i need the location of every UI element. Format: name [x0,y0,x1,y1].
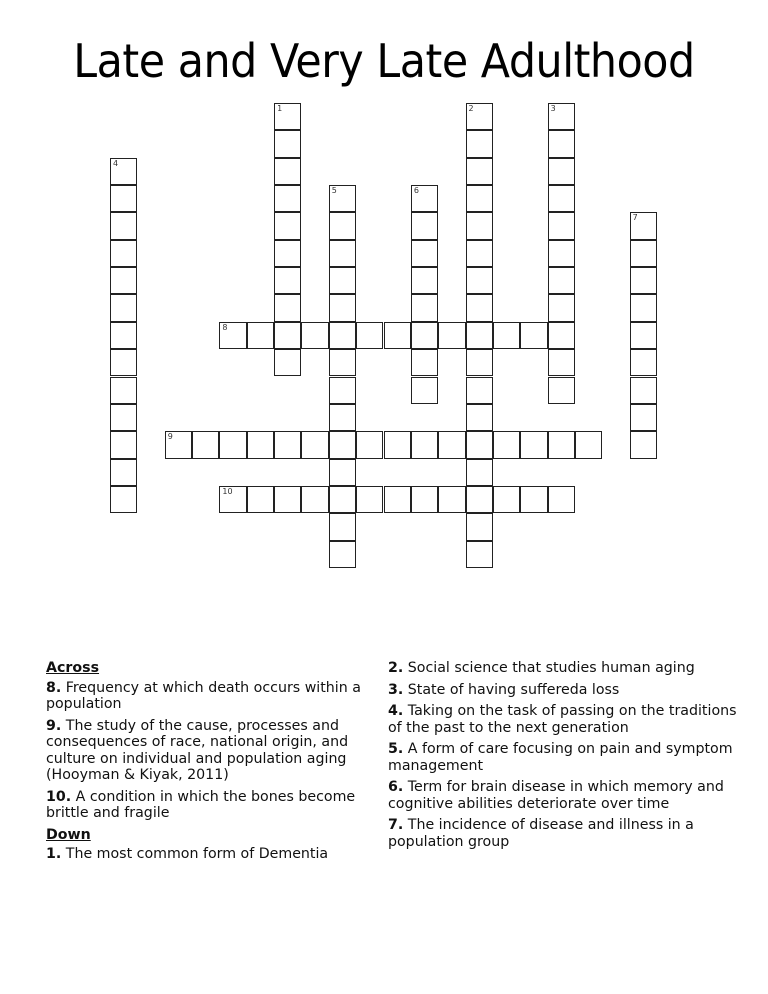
grid-cell[interactable] [466,212,493,239]
grid-cell[interactable] [110,212,137,239]
grid-cell[interactable] [630,294,657,321]
grid-cell[interactable] [301,486,328,513]
grid-cell[interactable] [548,294,575,321]
grid-cell[interactable] [575,431,602,458]
grid-cell[interactable] [219,431,246,458]
grid-cell[interactable] [466,322,493,349]
clue-number: 5 [331,186,337,196]
grid-cell[interactable] [356,486,383,513]
grid-cell[interactable] [411,377,438,404]
grid-cell[interactable] [329,267,356,294]
grid-cell[interactable] [110,377,137,404]
grid-cell[interactable] [466,459,493,486]
grid-cell[interactable] [548,431,575,458]
grid-cell[interactable] [466,294,493,321]
grid-cell[interactable] [356,431,383,458]
grid-cell[interactable] [411,267,438,294]
clue-down-2: 2. Social science that studies human aging [388,660,695,676]
grid-cell[interactable] [630,212,657,239]
grid-cell[interactable] [548,267,575,294]
grid-cell[interactable] [247,431,274,458]
grid-cell[interactable] [630,404,657,431]
grid-cell[interactable] [466,377,493,404]
grid-cell[interactable] [110,158,137,185]
grid-cell[interactable] [438,322,465,349]
grid-cell[interactable] [466,486,493,513]
grid-cell[interactable] [466,513,493,540]
grid-cell[interactable] [630,240,657,267]
clue-number: 6 [413,186,419,196]
grid-cell[interactable] [274,158,301,185]
grid-cell[interactable] [466,103,493,130]
clue-number: 9 [167,432,173,442]
grid-cell[interactable] [411,349,438,376]
grid-cell[interactable] [110,486,137,513]
grid-cell[interactable] [274,294,301,321]
grid-cell[interactable] [110,185,137,212]
grid-cell[interactable] [466,158,493,185]
grid-cell[interactable] [466,431,493,458]
grid-cell[interactable] [630,322,657,349]
clue-number: 10 [222,486,233,496]
across-heading: Across [46,660,100,676]
clue-down-7: 7. The incidence of disease and illness in a population group [388,817,694,850]
grid-cell[interactable] [110,431,137,458]
clue-down-4: 4. Taking on the task of passing on the traditions of the past to the next generation [388,703,737,736]
grid-cell[interactable] [274,322,301,349]
grid-cell[interactable] [274,349,301,376]
grid-cell[interactable] [219,322,246,349]
clues-right-column [388,660,748,855]
grid-cell[interactable] [466,240,493,267]
grid-cell[interactable] [329,240,356,267]
grid-cell[interactable] [329,541,356,568]
grid-cell[interactable] [247,322,274,349]
grid-cell[interactable] [110,267,137,294]
grid-cell[interactable] [110,459,137,486]
grid-cell[interactable] [356,322,383,349]
clue-across-9: 9. The study of the cause, processes and consequences of race, national origin, and culture on individual and population aging (Hooyman & Kiyak, 2011) [46,717,349,783]
grid-cell[interactable] [301,322,328,349]
grid-cell[interactable] [548,240,575,267]
grid-cell[interactable] [438,431,465,458]
grid-cell[interactable] [329,212,356,239]
grid-cell[interactable] [274,212,301,239]
grid-cell[interactable] [466,541,493,568]
clue-number: 2 [468,104,474,113]
grid-cell[interactable] [219,486,246,513]
grid-cell[interactable] [384,322,411,349]
grid-cell[interactable] [274,431,301,458]
clue-across-8: 8. Frequency at which death occurs within a population [46,679,361,712]
grid-cell[interactable] [411,185,438,212]
grid-cell[interactable] [548,158,575,185]
grid-cell[interactable] [548,212,575,239]
clue-down-3: 3. State of having suffereda loss [388,681,620,698]
grid-cell[interactable] [493,431,520,458]
grid-cell[interactable] [438,486,465,513]
clue-down-1: 1. The most common form of Dementia [46,846,329,862]
grid-cell[interactable] [548,130,575,157]
grid-cell[interactable] [466,185,493,212]
clue-down-6: 6. Term for brain disease in which memory and cognitive abilities deteriorate over time [388,779,724,812]
grid-cell[interactable] [165,431,192,458]
grid-cell[interactable] [466,404,493,431]
grid-cell[interactable] [274,486,301,513]
grid-cell[interactable] [110,294,137,321]
grid-cell[interactable] [411,240,438,267]
clues-left-column [46,660,376,868]
grid-cell[interactable] [630,349,657,376]
grid-cell[interactable] [329,459,356,486]
grid-cell[interactable] [274,103,301,130]
grid-cell[interactable] [411,294,438,321]
grid-cell[interactable] [630,377,657,404]
grid-cell[interactable] [548,377,575,404]
grid-cell[interactable] [247,486,274,513]
grid-cell[interactable] [329,294,356,321]
grid-cell[interactable] [274,185,301,212]
grid-cell[interactable] [384,431,411,458]
grid-cell[interactable] [329,377,356,404]
grid-cell[interactable] [411,486,438,513]
grid-cell[interactable] [110,240,137,267]
grid-cell[interactable] [329,513,356,540]
grid-cell[interactable] [493,486,520,513]
grid-cell[interactable] [411,431,438,458]
grid-cell[interactable] [548,486,575,513]
grid-cell[interactable] [329,185,356,212]
grid-cell[interactable] [493,322,520,349]
grid-cell[interactable] [384,486,411,513]
grid-cell[interactable] [411,322,438,349]
grid-cell[interactable] [274,267,301,294]
grid-cell[interactable] [411,212,438,239]
grid-cell[interactable] [548,322,575,349]
grid-cell[interactable] [192,431,219,458]
grid-cell[interactable] [329,349,356,376]
grid-cell[interactable] [110,349,137,376]
grid-cell[interactable] [274,240,301,267]
grid-cell[interactable] [110,404,137,431]
clue-number: 4 [113,158,119,168]
clue-down-5: 5. A form of care focusing on pain and symptom management [388,741,733,774]
grid-cell[interactable] [548,103,575,130]
clue-number: 3 [550,104,556,113]
grid-cell[interactable] [466,349,493,376]
grid-cell[interactable] [329,404,356,431]
grid-cell[interactable] [630,431,657,458]
grid-cell[interactable] [466,130,493,157]
clue-across-10: 10. A condition in which the bones become brittle and fragile [46,788,356,821]
puzzle-title: Late and Very Late Adulthood [73,34,695,88]
grid-cell[interactable] [301,431,328,458]
grid-cell[interactable] [548,349,575,376]
grid-cell[interactable] [630,267,657,294]
grid-cell[interactable] [548,185,575,212]
grid-cell[interactable] [520,486,547,513]
grid-cell[interactable] [329,322,356,349]
grid-cell[interactable] [329,431,356,458]
clue-number: 1 [277,104,283,113]
grid-cell[interactable] [274,130,301,157]
clue-number: 8 [222,322,228,332]
grid-cell[interactable] [110,322,137,349]
grid-cell[interactable] [520,431,547,458]
grid-cell[interactable] [466,267,493,294]
down-heading: Down [46,826,91,843]
grid-cell[interactable] [520,322,547,349]
grid-cell[interactable] [329,486,356,513]
clue-number: 7 [632,213,638,223]
